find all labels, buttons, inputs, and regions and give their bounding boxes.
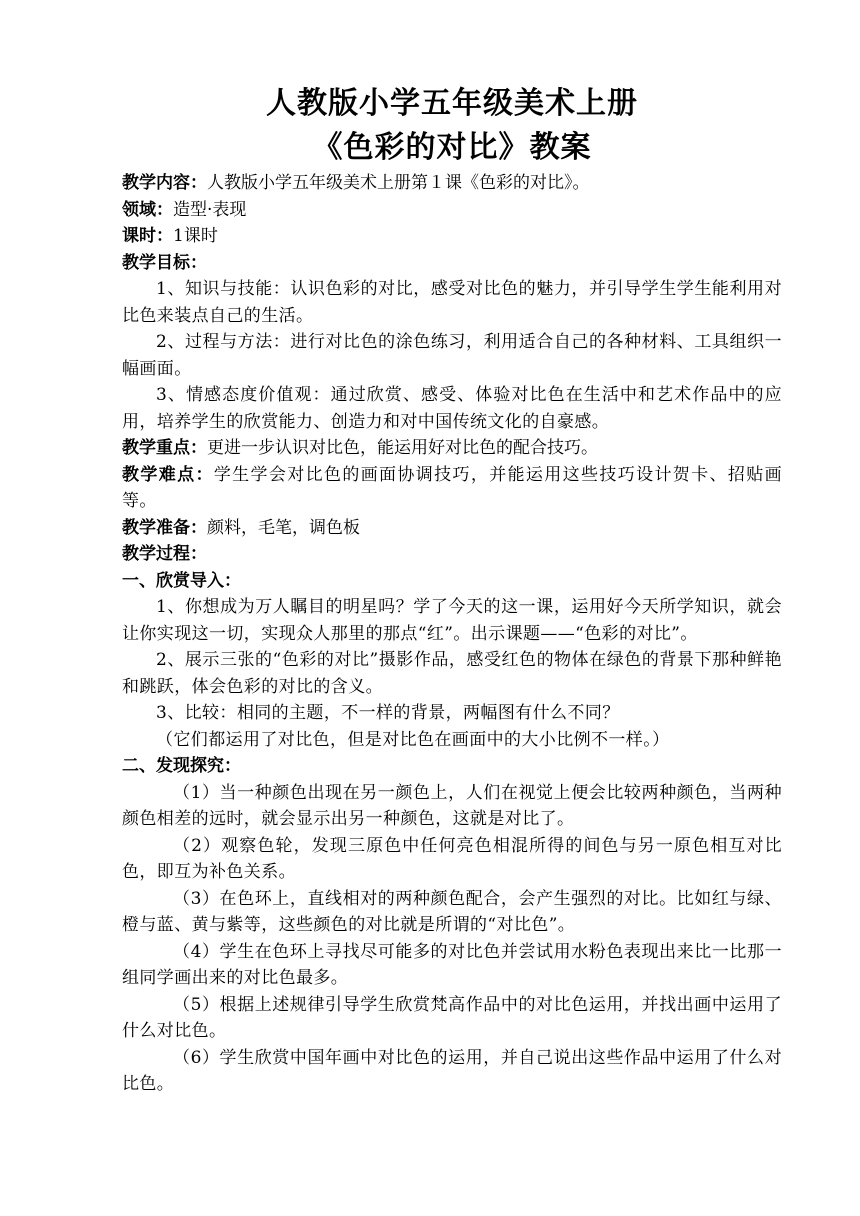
teaching-goals-heading: 教学目标：: [122, 252, 207, 273]
domain-value: 造型·表现: [173, 199, 247, 220]
exploration-paragraph: （6）学生欣赏中国年画中对比色的运用，并自己说出这些作品中运用了什么对比色。: [122, 1047, 782, 1094]
goal-attitude: 3、情感态度价值观：通过欣赏、感受、体验对比色在生活中和艺术作品中的应用，培养学生的欣赏能力、创造力和对中国传统文化的自豪感。: [122, 385, 782, 432]
key-points-label: 教学重点：: [122, 438, 207, 458]
teaching-content-value: 人教版小学五年级美术上册第１课《色彩的对比》。: [207, 173, 590, 193]
preparation-row: [122, 515, 782, 542]
title-line-2: 《色彩的对比》教案: [312, 130, 592, 165]
exploration-paragraph: （3）在色环上，直线相对的两种颜色配合，会产生强烈的对比。比如红与绿、橙与蓝、黄与紫等，这些颜色的对比就是所谓的“对比色”。: [122, 888, 782, 935]
appreciation-paragraph: 1、你想成为万人瞩目的明星吗？学了今天的这一课，运用好今天所学知识，就会让你实现这一切，实现众人那里的那点“红”。出示课题——“色彩的对比”。: [122, 597, 782, 644]
title-line-1: 人教版小学五年级美术上册: [266, 86, 638, 121]
section-exploration-heading: 二、发现探究：: [122, 756, 241, 776]
difficulties-value: 学生学会对比色的画面协调技巧，并能运用这些技巧设计贺卡、招贴画等。: [122, 464, 783, 511]
goal-process: 2、过程与方法：进行对比色的涂色练习，利用适合自己的各种材料、工具组织一幅画面。: [122, 332, 782, 379]
domain-row: [122, 197, 782, 224]
section-appreciation-heading: 一、欣赏导入：: [122, 570, 241, 591]
document-title: [122, 82, 782, 170]
teaching-process-heading: 教学过程：: [122, 544, 207, 564]
lesson-plan-page: [122, 82, 782, 1098]
exploration-paragraph: （5）根据上述规律引导学生欣赏梵高作品中的对比色运用，并找出画中运用了什么对比色。: [122, 994, 782, 1041]
key-points-value: 更进一步认识对比色，能运用好对比色的配合技巧。: [207, 438, 598, 458]
appreciation-paragraph: （它们都运用了对比色，但是对比色在画面中的大小比例不一样。）: [156, 729, 670, 750]
class-hours-value: 1课时: [173, 226, 218, 246]
domain-label: 领域：: [122, 199, 173, 220]
difficulties-label: 教学难点：: [122, 464, 214, 485]
preparation-value: 颜料，毛笔，调色板: [207, 517, 360, 538]
exploration-paragraph: （2）观察色轮，发现三原色中任何亮色相混所得的间色与另一原色相互对比色，即互为补色关系。: [122, 835, 782, 882]
goal-knowledge: 1、知识与技能：认识色彩的对比，感受对比色的魅力，并引导学生学生能利用对比色来装点自己的生活。: [122, 279, 782, 326]
key-points-row: [122, 435, 782, 462]
difficulties-row: [122, 462, 782, 515]
exploration-paragraph: （1）当一种颜色出现在另一颜色上，人们在视觉上便会比较两种颜色，当两种颜色相差的远时，就会显示出另一种颜色，这就是对比了。: [122, 782, 782, 829]
teaching-content-label: 教学内容：: [122, 173, 207, 193]
exploration-paragraph: （4）学生在色环上寻找尽可能多的对比色并尝试用水粉色表现出来比一比那一组同学画出来的对比色最多。: [122, 941, 782, 988]
class-hours-row: [122, 223, 782, 250]
appreciation-paragraph: 3、比较：相同的主题，不一样的背景，两幅图有什么不同？: [156, 703, 620, 723]
teaching-content-row: [122, 170, 782, 197]
appreciation-paragraph: 2、展示三张的“色彩的对比”摄影作品，感受红色的物体在绿色的背景下那种鲜艳和跳跃，体会色彩的对比的含义。: [122, 650, 782, 697]
preparation-label: 教学准备：: [122, 517, 207, 538]
class-hours-label: 课时：: [122, 226, 173, 246]
